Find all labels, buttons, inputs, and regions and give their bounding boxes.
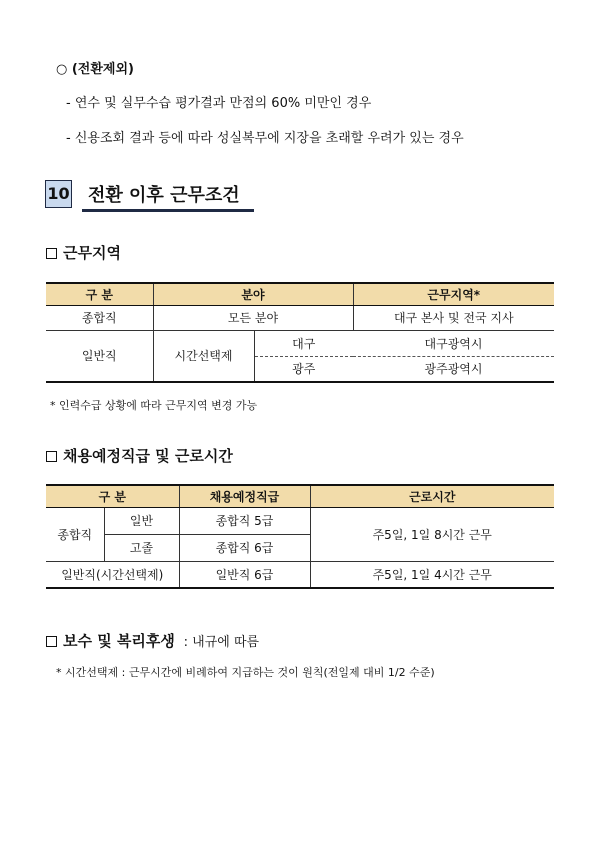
cell-type: 일반직 [46,330,153,382]
checkbox-square-icon [46,636,57,647]
table-row [46,330,554,356]
cell-area: 대구 본사 및 전국 지사 [353,305,554,330]
cell-field: 시간선택제 [153,330,254,382]
cell-type: 종합직 [57,527,93,542]
section-title: 전환 이후 근무조건 [88,185,240,206]
table-row [46,507,554,534]
checkbox-square-icon [46,248,57,259]
exclusion-item: - 연수 및 실무수습 평가결과 만점의 60% 미만인 경우 [66,96,372,111]
work-area-heading: 근무지역 [46,242,121,263]
cell-grade: 일반직 6급 [179,561,310,588]
col-header-hours: 근로시간 [310,485,554,507]
cell-grade: 종합직 6급 [179,534,310,561]
cell-sub: 광주 [254,356,353,382]
col-header-field: 분야 [153,283,353,305]
welfare-note: * 시간선택제 : 근무시간에 비례하여 지급하는 것이 원칙(전일제 대비 1/2 수준) [56,666,435,679]
welfare-heading: 보수 및 복리후생 : 내규에 따름 [46,630,259,651]
welfare-suffix: : 내규에 따름 [183,635,260,650]
col-header-category: 구 분 [46,283,153,305]
exclusion-item: - 신용조회 결과 등에 따라 성실복무에 지장을 초래할 우려가 있는 경우 [66,131,464,146]
col-header-category: 구 분 [46,485,179,507]
col-header-grade: 채용예정직급 [179,485,310,507]
cell-hours: 주5일, 1일 4시간 근무 [310,561,554,588]
exclusion-title: ○ (전환제외) [56,62,134,77]
cell-type: 일반직(시간선택제) [46,561,179,588]
section-number: 10 [45,180,72,208]
work-area-note: * 인력수급 상황에 따라 근무지역 변경 가능 [50,399,258,412]
checkbox-square-icon [46,451,57,462]
cell-area: 광주광역시 [353,356,554,382]
table-row [46,305,554,330]
cell-sub: 고졸 [104,534,179,561]
cell-sub: 일반 [104,507,179,534]
grade-hours-heading: 채용예정직급 및 근로시간 [46,445,233,466]
section-underline [82,209,254,212]
cell-hours: 주5일, 1일 8시간 근무 [310,507,554,561]
cell-area: 대구광역시 [353,330,554,356]
cell-grade: 종합직 5급 [179,507,310,534]
cell-type: 종합직 [81,311,117,325]
cell-field: 모든 분야 [153,305,353,330]
work-area-table [46,282,554,383]
col-header-area: 근무지역* [353,283,554,305]
table-row [46,561,554,588]
cell-sub: 대구 [254,330,353,356]
grade-hours-table [46,484,554,589]
